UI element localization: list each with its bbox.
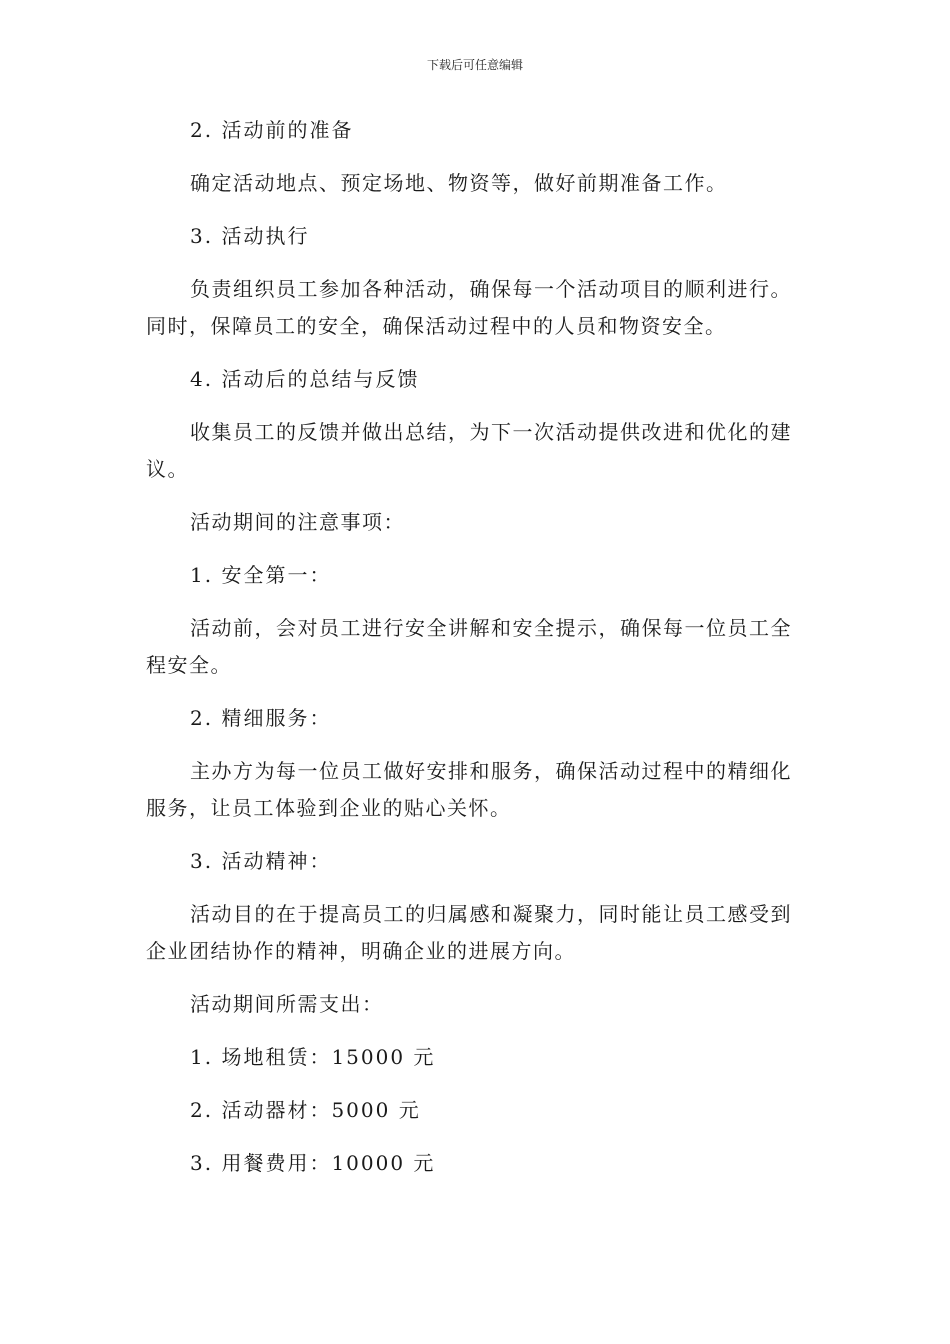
paragraph-spirit: 活动目的在于提高员工的归属感和凝聚力，同时能让员工感受到企业团结协作的精神，明确企业的进展方向。: [146, 902, 792, 963]
section-heading-expenses: 活动期间所需支出：: [190, 992, 384, 1016]
list-item-summary: 4. 活动后的总结与反馈: [190, 367, 420, 391]
list-item-preparation: 2. 活动前的准备: [190, 118, 354, 142]
paragraph-service: 主办方为每一位员工做好安排和服务，确保活动过程中的精细化服务，让员工体验到企业的贴心关怀。: [146, 759, 792, 820]
paragraph-preparation: 确定活动地点、预定场地、物资等，做好前期准备工作。: [190, 171, 728, 195]
section-heading-precautions: 活动期间的注意事项：: [190, 510, 405, 534]
expense-item-catering: 3. 用餐费用：10000 元: [190, 1151, 436, 1175]
paragraph-safety: 活动前，会对员工进行安全讲解和安全提示，确保每一位员工全程安全。: [146, 616, 792, 677]
paragraph-execution: 负责组织员工参加各种活动，确保每一个活动项目的顺利进行。同时，保障员工的安全，确保活动过程中的人员和物资安全。: [146, 277, 792, 338]
document-body: [146, 112, 806, 1198]
list-item-execution: 3. 活动执行: [190, 224, 310, 248]
expense-item-venue: 1. 场地租赁：15000 元: [190, 1045, 436, 1069]
expense-item-equipment: 2. 活动器材：5000 元: [190, 1098, 421, 1122]
list-item-spirit: 3. 活动精神：: [190, 849, 332, 873]
page-header: 下载后可任意编辑: [426, 58, 523, 72]
paragraph-summary: 收集员工的反馈并做出总结，为下一次活动提供改进和优化的建议。: [146, 420, 792, 481]
list-item-service: 2. 精细服务：: [190, 706, 332, 730]
list-item-safety: 1. 安全第一：: [190, 563, 332, 587]
